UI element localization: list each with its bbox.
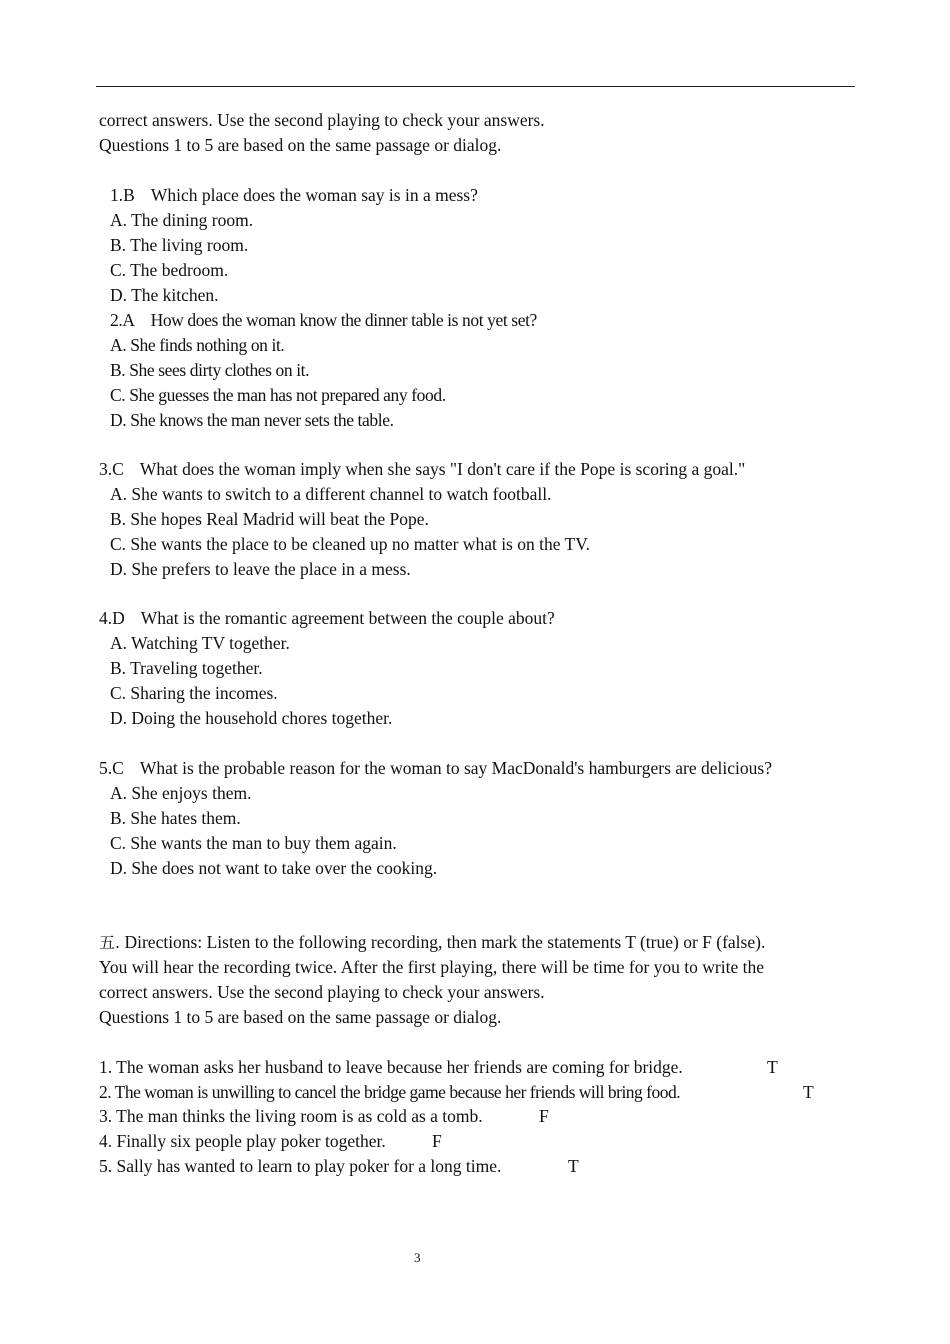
question-number: 1.B: [110, 185, 135, 205]
answer-option: C. Sharing the incomes.: [110, 683, 278, 703]
statement-text: 1. The woman asks her husband to leave because her friends are coming for bridge.: [99, 1057, 683, 1077]
answer-option: A. She finds nothing on it.: [110, 335, 285, 355]
answer-option: B. She hates them.: [110, 808, 241, 828]
directions-line: Questions 1 to 5 are based on the same passage or dialog.: [99, 1007, 502, 1027]
question: [99, 606, 555, 631]
answer-option: B. Traveling together.: [110, 658, 263, 678]
statement-answer: T: [803, 1082, 814, 1102]
intro-line: Questions 1 to 5 are based on the same passage or dialog.: [99, 135, 502, 155]
answer-option: C. She wants the man to buy them again.: [110, 833, 397, 853]
answer-option: A. The dining room.: [110, 210, 254, 230]
answer-option: D. She knows the man never sets the table.: [110, 410, 394, 430]
answer-option: C. She guesses the man has not prepared any food.: [110, 385, 446, 405]
answer-option: D. She does not want to take over the cooking.: [110, 858, 438, 878]
question-text: How does the woman know the dinner table is not yet set?: [150, 310, 537, 330]
section-directions: [99, 930, 765, 955]
question-text: What is the probable reason for the woman to say MacDonald's hamburgers are delicious?: [139, 758, 772, 778]
statement-text: 2. The woman is unwilling to cancel the bridge game because her friends will bring food.: [99, 1082, 681, 1102]
statement-text: 3. The man thinks the living room is as cold as a tomb.: [99, 1106, 483, 1126]
statement-answer: F: [432, 1131, 442, 1151]
answer-option: B. She sees dirty clothes on it.: [110, 360, 310, 380]
question-number: 5.C: [99, 758, 124, 778]
statement-text: 5. Sally has wanted to learn to play poker for a long time.: [99, 1156, 502, 1176]
question: [99, 457, 745, 482]
answer-option: D. The kitchen.: [110, 285, 219, 305]
statement-answer: F: [539, 1106, 549, 1126]
question-text: What is the romantic agreement between the couple about?: [140, 608, 555, 628]
directions-text: Directions: Listen to the following recording, then mark the statements T (true) or F (false).: [124, 932, 766, 952]
answer-option: A. She wants to switch to a different channel to watch football.: [110, 484, 552, 504]
answer-option: A. She enjoys them.: [110, 783, 252, 803]
answer-option: C. She wants the place to be cleaned up no matter what is on the TV.: [110, 534, 591, 554]
question: [110, 308, 537, 333]
question: [99, 756, 772, 781]
statement-answer: T: [767, 1057, 778, 1077]
question-text: What does the woman imply when she says "I don't care if the Pope is scoring a goal.": [139, 459, 746, 479]
question: [110, 183, 478, 208]
answer-option: D. She prefers to leave the place in a mess.: [110, 559, 411, 579]
question-number: 2.A: [110, 310, 135, 330]
answer-option: A. Watching TV together.: [110, 633, 290, 653]
page-number: 3: [414, 1250, 421, 1265]
question-text: Which place does the woman say is in a mess?: [150, 185, 478, 205]
directions-line: correct answers. Use the second playing to check your answers.: [99, 982, 545, 1002]
statement-answer: T: [568, 1156, 579, 1176]
answer-option: B. The living room.: [110, 235, 249, 255]
question-number: 3.C: [99, 459, 124, 479]
header-rule: [96, 86, 855, 87]
answer-option: D. Doing the household chores together.: [110, 708, 393, 728]
answer-option: B. She hopes Real Madrid will beat the Pope.: [110, 509, 429, 529]
intro-line: correct answers. Use the second playing to check your answers.: [99, 110, 545, 130]
statement-text: 4. Finally six people play poker together.: [99, 1131, 386, 1151]
question-number: 4.D: [99, 608, 125, 628]
section-marker: 五.: [99, 933, 121, 952]
directions-line: You will hear the recording twice. After the first playing, there will be time for you to write the: [99, 957, 764, 977]
answer-option: C. The bedroom.: [110, 260, 229, 280]
